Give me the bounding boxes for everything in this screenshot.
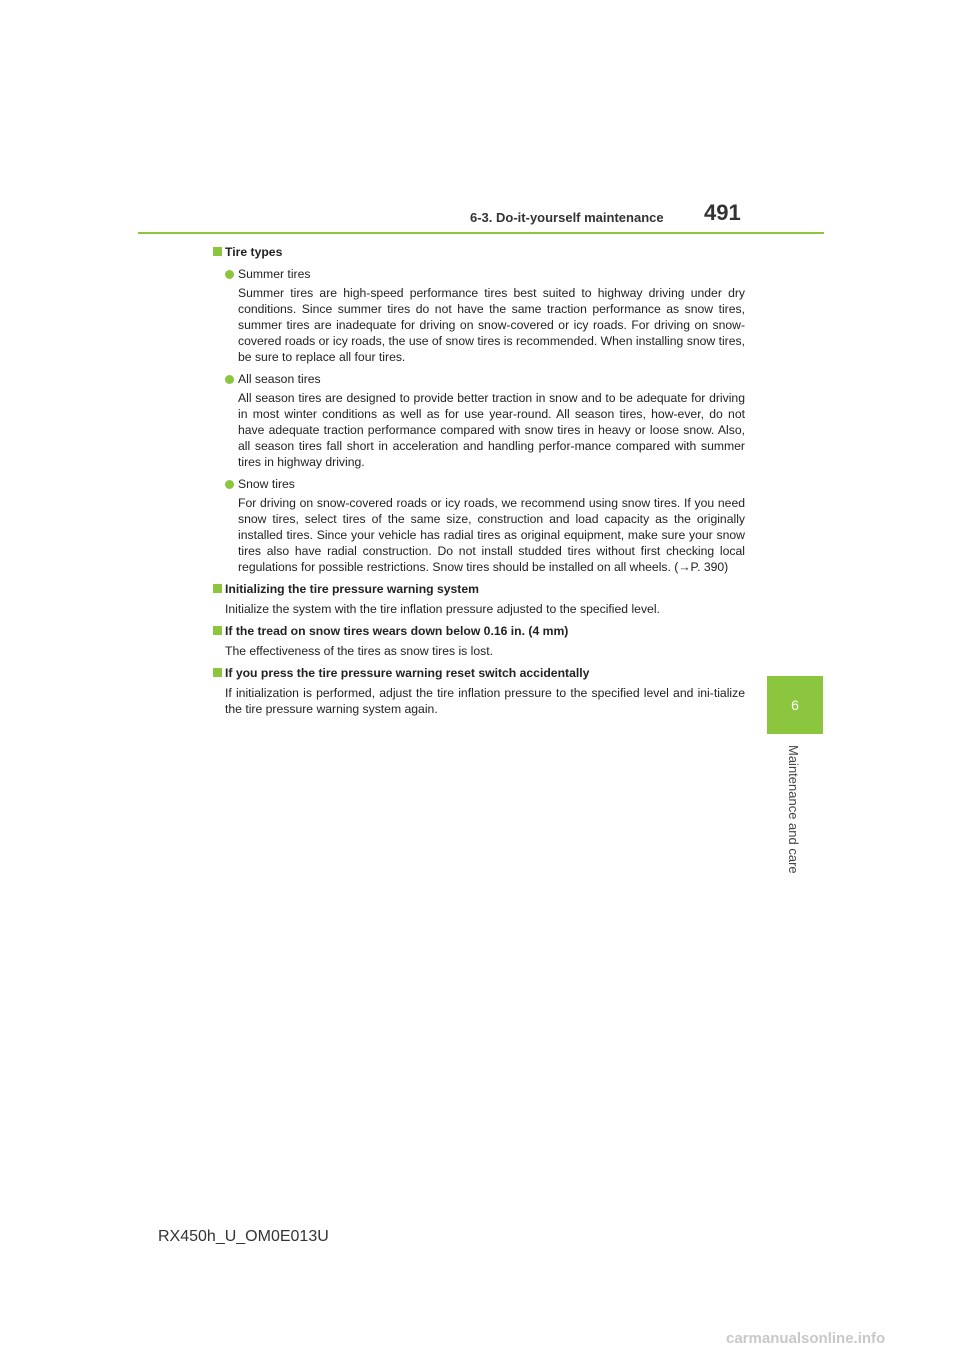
- section-body: The effectiveness of the tires as snow tires is lost.: [225, 644, 494, 658]
- square-bullet-icon: [213, 584, 222, 593]
- section-tire-types: [213, 244, 745, 575]
- page-content: [213, 244, 745, 723]
- section-heading-text: If the tread on snow tires wears down below 0.16 in. (4 mm): [225, 624, 569, 638]
- bullet-title: [225, 266, 745, 282]
- bullet-body: Summer tires are high-speed performance tires best suited to highway driving under dry conditions. Since summer tires do not have the same traction performance as snow tires, summer tires are inadequate for driving on snow-covered or icy roads. For driving on snow-covered roads or icy roads, the use of snow tires is recommended. When installing snow tires, be sure to replace all four tires.: [238, 286, 745, 364]
- bullet-body: All season tires are designed to provide better traction in snow and to be adequate for driving in most winter conditions as well as for use year-round. All season tires, how-ever, do not have adequate traction performance compared with snow tires in heavy or loose snow. Also, all season tires fall short in acceleration and handling perfor-mance compared with summer tires in highway driving.: [238, 391, 745, 469]
- bullet-summer-tires: [225, 266, 745, 365]
- section-snow-tire-tread: [213, 623, 745, 659]
- bullet-title-text: Snow tires: [238, 477, 295, 491]
- footer-model-code: RX450h_U_OM0E013U: [158, 1228, 329, 1245]
- section-heading-text: Tire types: [225, 245, 283, 259]
- square-bullet-icon: [213, 247, 222, 256]
- header-rule: [138, 232, 824, 234]
- chapter-label: Maintenance and care: [786, 745, 801, 874]
- section-heading: [213, 244, 745, 260]
- square-bullet-icon: [213, 626, 222, 635]
- section-heading: [213, 623, 745, 639]
- page-number: 491: [704, 200, 741, 225]
- section-body: If initialization is performed, adjust the tire inflation pressure to the specified level and ini-tialize the tire pressure warning system again.: [225, 686, 745, 716]
- section-heading-text: If you press the tire pressure warning reset switch accidentally: [225, 666, 590, 680]
- bullet-title-text: All season tires: [238, 372, 321, 386]
- bullet-all-season-tires: [225, 371, 745, 470]
- section-heading: [213, 665, 745, 681]
- circle-bullet-icon: [225, 270, 234, 279]
- section-body: Initialize the system with the tire inflation pressure adjusted to the specified level.: [225, 602, 660, 616]
- header-section-title: 6-3. Do-it-yourself maintenance: [470, 210, 664, 225]
- bullet-title: [225, 476, 745, 492]
- section-heading: [213, 581, 745, 597]
- circle-bullet-icon: [225, 480, 234, 489]
- section-reset-switch: [213, 665, 745, 717]
- bullet-title: [225, 371, 745, 387]
- chapter-tab: 6: [767, 676, 823, 734]
- circle-bullet-icon: [225, 375, 234, 384]
- square-bullet-icon: [213, 668, 222, 677]
- bullet-title-text: Summer tires: [238, 267, 311, 281]
- section-heading-text: Initializing the tire pressure warning system: [225, 582, 479, 596]
- bullet-snow-tires: [225, 476, 745, 575]
- watermark: carmanualsonline.info: [726, 1330, 886, 1347]
- section-initializing-tpws: [213, 581, 745, 617]
- bullet-body: For driving on snow-covered roads or icy roads, we recommend using snow tires. If you need snow tires, select tires of the same size, construction and load capacity as the originally installed tires. Since your vehicle has radial tires as original equipment, make sure your snow tires also have radial construction. Do not install studded tires without first checking local regulations for possible restrictions. Snow tires should be installed on all wheels. (→P. 390): [238, 496, 745, 574]
